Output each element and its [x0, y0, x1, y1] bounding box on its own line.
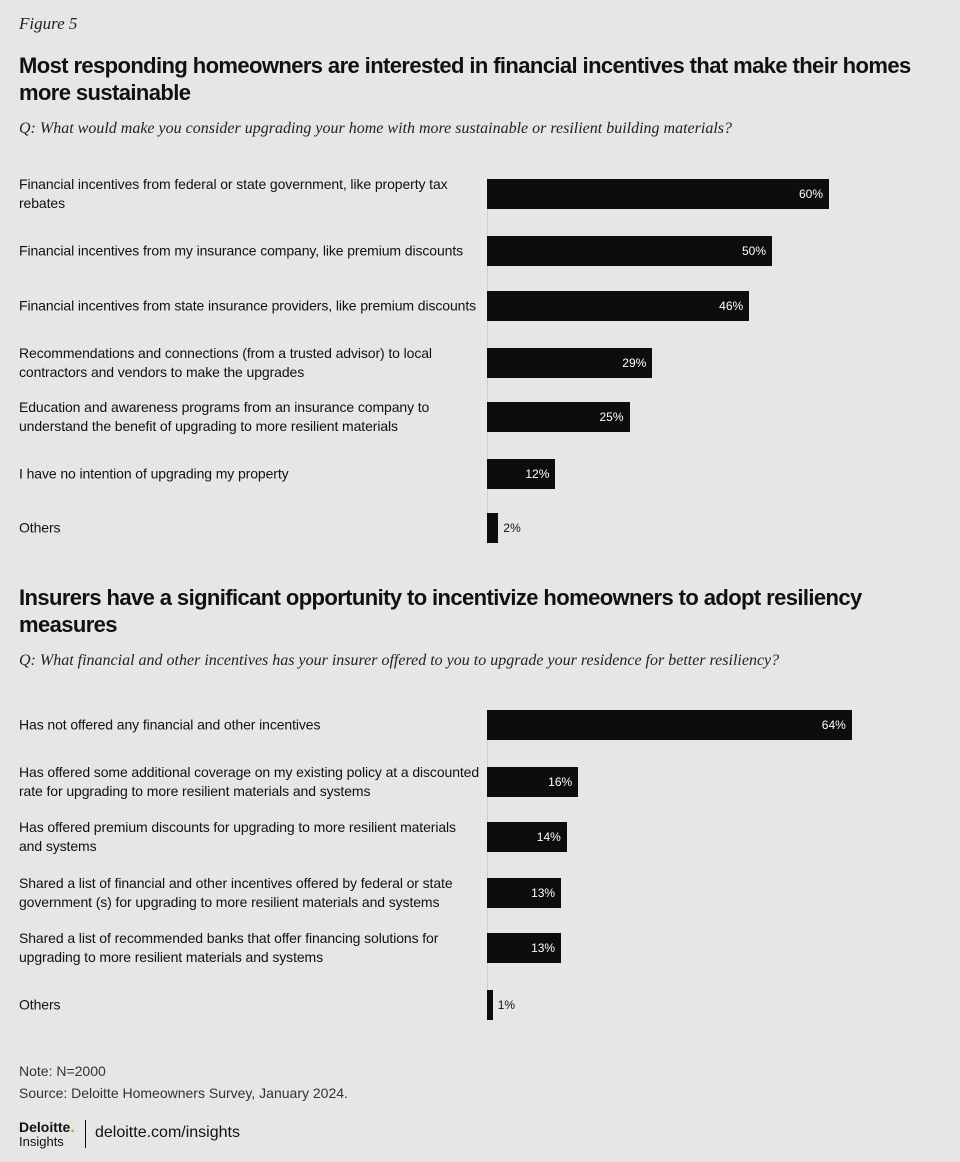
chart2-row [0, 875, 960, 910]
figure-label: Figure 5 [19, 14, 78, 33]
data-label: 12% [525, 467, 550, 481]
chart2-axis [487, 710, 488, 1020]
data-label: 46% [719, 299, 744, 313]
bar [487, 513, 498, 543]
category-label: I have no intention of upgrading my property [19, 465, 289, 482]
data-label: 13% [531, 941, 556, 955]
data-label: 2% [503, 521, 521, 535]
data-label: 60% [798, 187, 823, 201]
category-label: Shared a list of recommended banks that offer financing solutions for upgrading to more resilient materials and systems [19, 930, 439, 965]
deloitte-logo [19, 1120, 75, 1149]
note-text: Note: N=2000 [19, 1063, 106, 1079]
data-label: 64% [821, 718, 846, 732]
chart2-row [0, 930, 960, 965]
logo-divider [85, 1120, 86, 1148]
category-label: Shared a list of financial and other incentives offered by federal or state government (s) for upgrading to more resilient materials and systems [19, 875, 453, 910]
bar [487, 710, 852, 740]
chart2-row [0, 764, 960, 799]
chart2-title: Insurers have a significant opportunity to incentivize homeowners to adopt resiliency measures [19, 585, 862, 637]
category-label: Financial incentives from state insurance providers, like premium discounts [19, 297, 477, 314]
chart2-row [0, 990, 960, 1020]
chart1-row [0, 459, 960, 489]
bar [487, 179, 829, 209]
chart1-row [0, 345, 960, 380]
category-label: Financial incentives from my insurance company, like premium discounts [19, 242, 464, 259]
bar [487, 990, 493, 1020]
data-label: 1% [497, 998, 516, 1012]
insights-link[interactable]: deloitte.com/insights [95, 1124, 240, 1141]
category-label: Education and awareness programs from an insurance company to understand the benefit of upgrading to more resilient materials [19, 399, 430, 434]
logo-dot: . [70, 1119, 75, 1136]
category-label: Has offered some additional coverage on my existing policy at a discounted rate for upgrading to more resilient materials and systems [19, 764, 480, 799]
logo-sub: Insights [19, 1134, 64, 1149]
data-label: 25% [599, 410, 624, 424]
chart1-row [0, 176, 960, 211]
chart1-row [0, 236, 960, 266]
category-label: Has not offered any financial and other incentives [19, 716, 321, 733]
data-label: 50% [741, 244, 766, 258]
chart1-title: Most responding homeowners are interested in financial incentives that make their homes more sustainable [19, 53, 911, 105]
chart1-row [0, 513, 960, 543]
data-label: 16% [548, 775, 573, 789]
data-label: 29% [622, 356, 647, 370]
category-label: Financial incentives from federal or state government, like property tax rebates [19, 176, 448, 211]
source-text: Source: Deloitte Homeowners Survey, January 2024. [19, 1085, 348, 1101]
chart1-row [0, 291, 960, 321]
chart1-question: Q: What would make you consider upgrading your home with more sustainable or resilient building materials? [19, 120, 732, 137]
data-label: 14% [536, 830, 561, 844]
data-label: 13% [531, 886, 556, 900]
category-label: Has offered premium discounts for upgrading to more resilient materials and systems [19, 819, 456, 854]
logo-brand: Deloitte [19, 1119, 71, 1135]
chart2-question: Q: What financial and other incentives has your insurer offered to you to upgrade your residence for better resiliency? [19, 652, 780, 669]
chart2-row [0, 819, 960, 854]
category-label: Others [19, 519, 61, 536]
category-label: Others [19, 996, 61, 1013]
chart2-row [0, 710, 960, 740]
chart1-row [0, 399, 960, 434]
category-label: Recommendations and connections (from a trusted advisor) to local contractors and vendors to make the upgrades [19, 345, 432, 380]
